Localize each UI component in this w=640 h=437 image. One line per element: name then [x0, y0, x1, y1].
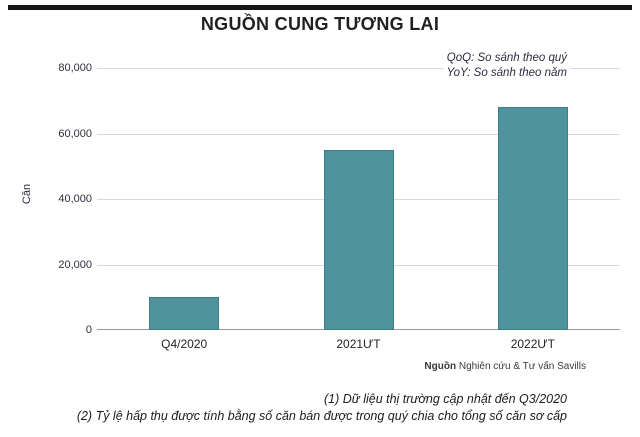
x-tick-label: 2021ƯT	[336, 337, 381, 351]
y-tick-label: 20,000	[58, 258, 92, 271]
y-axis-title: Căn	[21, 183, 34, 205]
y-axis-ticks	[0, 62, 92, 336]
source-label: Nguồn	[424, 361, 457, 372]
plot-area	[97, 68, 620, 330]
bar	[324, 150, 394, 330]
source-attribution	[424, 361, 586, 372]
legend-note	[444, 51, 570, 81]
x-tick-label: 2022ƯT	[510, 337, 555, 351]
y-tick-label: 0	[85, 324, 92, 336]
y-tick-label: 60,000	[58, 127, 92, 140]
top-divider-rule	[8, 5, 632, 10]
footnote-2: (2) Tỷ lệ hấp thụ được tính bằng số căn bán được trong quý chia cho tổng số căn sơ cấp	[76, 408, 567, 423]
legend-note-line-yoy: YoY: So sánh theo năm	[446, 67, 567, 79]
x-tick-label: Q4/2020	[161, 337, 208, 351]
bar	[149, 297, 219, 330]
source-text: Nghiên cứu & Tư vấn Savills	[456, 361, 586, 372]
x-axis-labels	[97, 337, 620, 353]
footnote-1: (1) Dữ liệu thị trường cập nhật đến Q3/2020	[324, 392, 567, 406]
footnotes	[77, 391, 567, 424]
y-tick-label: 40,000	[58, 193, 92, 205]
y-tick-label: 80,000	[58, 62, 92, 74]
legend-note-line-qoq: QoQ: So sánh theo quý	[446, 52, 567, 64]
bar	[498, 107, 568, 330]
chart-title: NGUỒN CUNG TƯƠNG LAI	[200, 14, 440, 34]
